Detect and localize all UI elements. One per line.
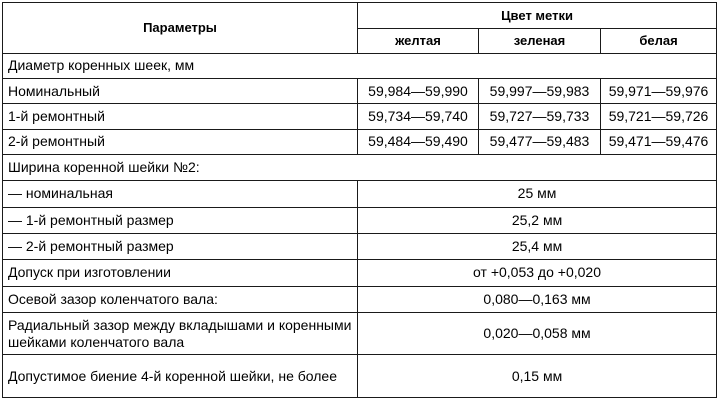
value-cell: 59,471—59,476 xyxy=(601,129,717,154)
row-label: — 2-й ремонтный размер xyxy=(3,233,358,259)
value-cell: 59,734—59,740 xyxy=(358,104,479,129)
row-label: 1-й ремонтный xyxy=(3,104,358,129)
row-label: — номинальная xyxy=(3,181,358,207)
table-row xyxy=(3,207,717,233)
value-cell: 25,4 мм xyxy=(358,233,717,259)
table-row xyxy=(3,312,717,355)
value-cell: 59,727—59,733 xyxy=(479,104,601,129)
value-cell: 59,721—59,726 xyxy=(601,104,717,129)
value-cell: от +0,053 до +0,020 xyxy=(358,260,717,286)
section-row xyxy=(3,53,717,78)
row-label: — 1-й ремонтный размер xyxy=(3,207,358,233)
table-row xyxy=(3,181,717,207)
value-cell: 0,080—0,163 мм xyxy=(358,286,717,312)
section-label: Ширина коренной шейки №2: xyxy=(3,154,717,180)
color-header-white: белая xyxy=(601,29,717,53)
table-row xyxy=(3,260,717,286)
row-label: Допустимое биение 4-й коренной шейки, не более xyxy=(3,355,358,398)
value-cell: 0,020—0,058 мм xyxy=(358,312,717,355)
color-group-header: Цвет метки xyxy=(358,3,717,29)
row-label: Номинальный xyxy=(3,78,358,103)
params-header: Параметры xyxy=(3,3,358,54)
section-row xyxy=(3,154,717,180)
color-header-green: зеленая xyxy=(479,29,601,53)
section-label: Диаметр коренных шеек, мм xyxy=(3,53,717,78)
value-cell: 59,484—59,490 xyxy=(358,129,479,154)
value-cell: 25,2 мм xyxy=(358,207,717,233)
value-cell: 59,984—59,990 xyxy=(358,78,479,103)
table-row xyxy=(3,78,717,103)
table-row xyxy=(3,355,717,398)
table-row xyxy=(3,233,717,259)
value-cell: 25 мм xyxy=(358,181,717,207)
spec-table xyxy=(2,2,717,398)
row-label: 2-й ремонтный xyxy=(3,129,358,154)
value-cell: 59,971—59,976 xyxy=(601,78,717,103)
value-cell: 0,15 мм xyxy=(358,355,717,398)
row-label: Радиальный зазор между вкладышами и коренными шейками коленчатого вала xyxy=(3,312,358,355)
value-cell: 59,477—59,483 xyxy=(479,129,601,154)
table-row xyxy=(3,286,717,312)
table-row xyxy=(3,129,717,154)
row-label: Осевой зазор коленчатого вала: xyxy=(3,286,358,312)
header-row xyxy=(3,3,717,29)
table-row xyxy=(3,104,717,129)
row-label: Допуск при изготовлении xyxy=(3,260,358,286)
color-header-yellow: желтая xyxy=(358,29,479,53)
value-cell: 59,997—59,983 xyxy=(479,78,601,103)
